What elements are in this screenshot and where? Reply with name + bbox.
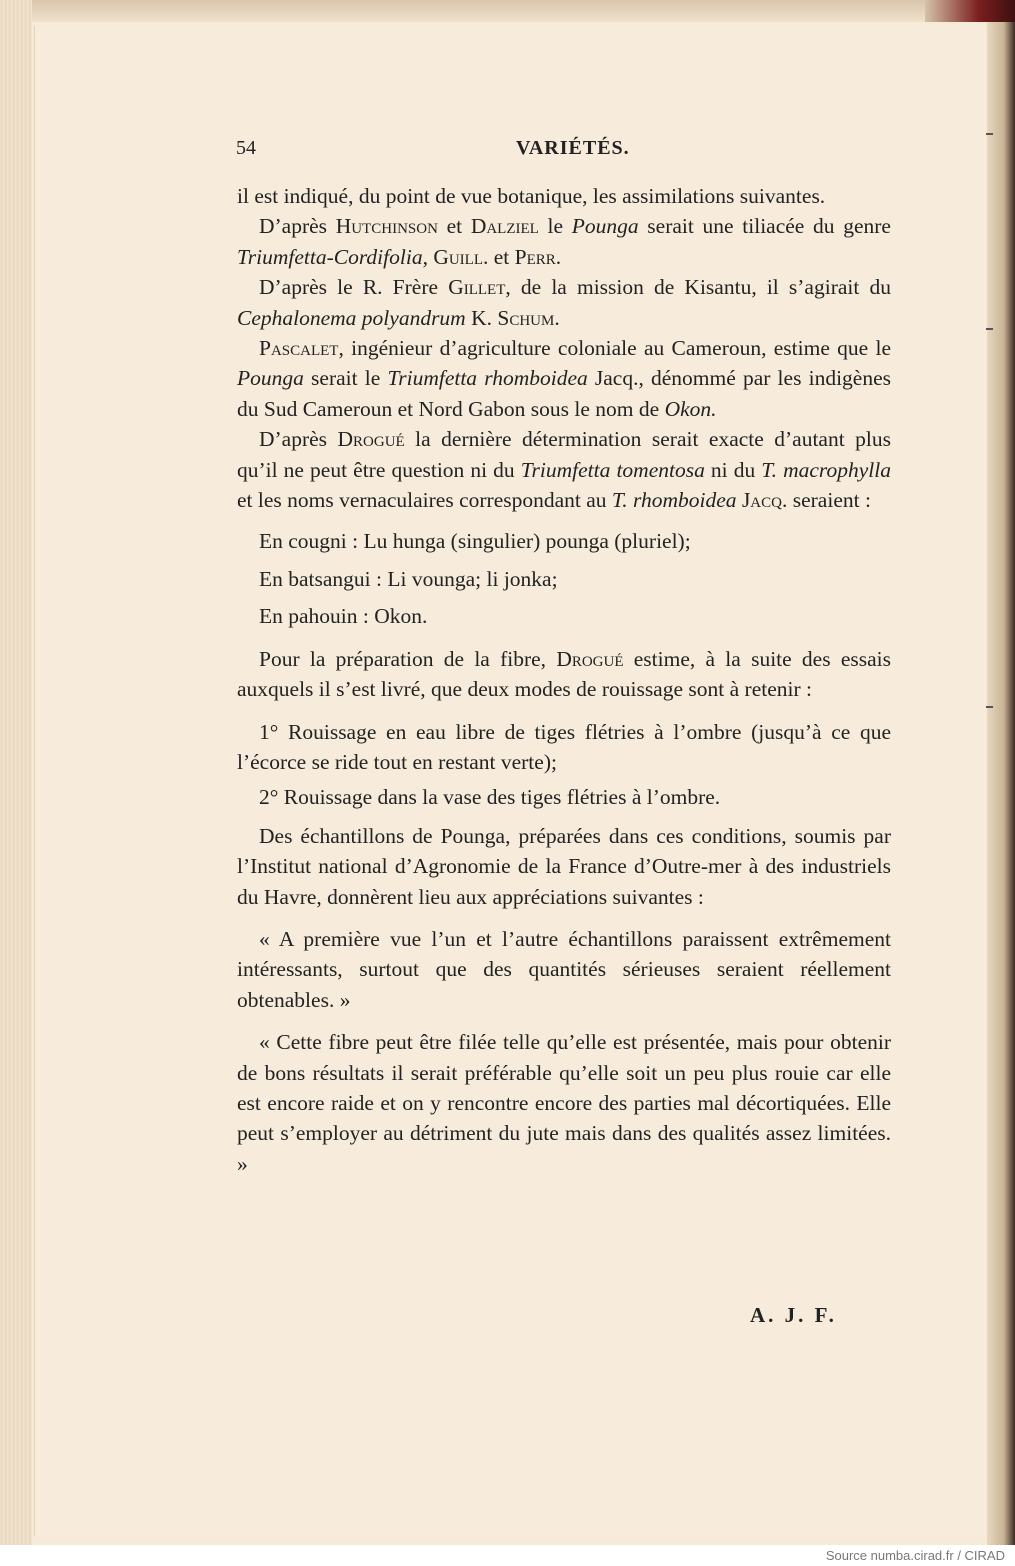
source-credit: Source numba.cirad.fr / CIRAD bbox=[825, 1548, 1005, 1563]
paragraph-preparation: Pour la préparation de la fibre, Drogué estime, à la suite des essais auxquels il s’est livré, que deux modes de rouissage sont à retenir : bbox=[237, 646, 892, 702]
running-head bbox=[236, 137, 630, 167]
author-name: Hutchinson bbox=[335, 214, 438, 239]
species-name: Triumfetta tomentosa bbox=[520, 457, 705, 482]
article-body bbox=[237, 181, 891, 1179]
section-title: VARIÉTÉS. bbox=[516, 137, 630, 159]
species-name: T. macrophylla bbox=[761, 457, 891, 482]
quote-second: « Cette fibre peut être filée telle qu’elle est présentée, mais pour obtenir de bons résultats il serait préférable qu’elle soit un peu plus rouie car elle est encore raide et on y rencontre encore des parties mal décortiquées. Elle peut s’employer au détriment du jute mais dans des qualités assez limitées. » bbox=[237, 1030, 891, 1176]
book-binding bbox=[987, 0, 1015, 1545]
author-name: Dalziel bbox=[470, 214, 539, 239]
paragraph-samples: Des échantillons de Pounga, préparées dans ces conditions, soumis par l’Institut national d’Agronomie de la France d’Outre-mer à des industriels du Havre, donnèrent lieu aux appréciations suivantes : bbox=[237, 823, 891, 909]
margin-mark bbox=[986, 706, 993, 708]
paragraph-hutchinson: D’après Hutchinson et Dalziel le Pounga serait une tiliacée du genre Triumfetta-Cordifolia, Guill. et Perr. bbox=[237, 214, 891, 269]
author-name: Jacq. bbox=[741, 488, 788, 513]
vernacular-name-line: En pahouin : Okon. bbox=[259, 604, 428, 629]
book-cover-corner bbox=[925, 0, 1015, 22]
retting-mode-1: 1° Rouissage en eau libre de tiges flétries à l’ombre (jusqu’à ce que l’écorce se ride tout en restant verte); bbox=[237, 719, 891, 774]
species-name: Pounga bbox=[237, 366, 304, 391]
species-name: Triumfetta rhomboidea bbox=[387, 366, 588, 391]
author-name: Perr. bbox=[514, 244, 562, 269]
retting-mode-2: 2° Rouissage dans la vase des tiges flétries à l’ombre. bbox=[259, 785, 721, 810]
margin-mark bbox=[986, 328, 993, 330]
author-name: Schum. bbox=[497, 305, 560, 330]
paragraph-drogue: D’après Drogué la dernière détermination serait exacte d’autant plus qu’il ne peut être question ni du Triumfetta tomentosa ni du T. macrophylla et les noms vernaculaires correspondant au T. rhomboidea Jacq. seraient : bbox=[237, 427, 891, 513]
paragraph-intro: il est indiqué, du point de vue botanique, les assimilations suivantes. bbox=[237, 184, 826, 208]
paragraph-pascalet: Pascalet, ingénieur d’agriculture coloniale au Cameroun, estime que le Pounga serait le Triumfetta rhomboidea Jacq., dénommé par les indigènes du Sud Cameroun et Nord Gabon sous le nom de Okon. bbox=[237, 336, 891, 421]
author-name: Drogué bbox=[556, 646, 624, 671]
author-name: Guill. bbox=[433, 244, 489, 269]
author-name: Gillet bbox=[448, 275, 506, 300]
quote-first: « A première vue l’un et l’autre échantillons paraissent extrêmement intéressants, surtout que des quantités sérieuses seraient réellement obtenables. » bbox=[237, 926, 891, 1012]
vernacular-name-line: En cougni : Lu hunga (singulier) pounga (pluriel); bbox=[259, 529, 691, 554]
author-name: Drogué bbox=[337, 427, 405, 452]
author-name: Pascalet bbox=[259, 336, 339, 361]
page-number: 54 bbox=[236, 137, 256, 159]
species-name: Pounga bbox=[571, 214, 639, 239]
species-name: T. rhomboidea bbox=[611, 488, 737, 513]
paragraph-gillet: D’après le R. Frère Gillet, de la mission de Kisantu, il s’agirait du Cephalonema polyandrum K. Schum. bbox=[237, 275, 891, 330]
species-name: Cephalonema polyandrum bbox=[237, 305, 466, 330]
book-top-edge bbox=[0, 0, 1015, 22]
book-page-edges bbox=[0, 0, 32, 1545]
species-name: Okon. bbox=[664, 396, 717, 421]
vernacular-name-line: En batsangui : Li vounga; li jonka; bbox=[259, 566, 558, 591]
species-name: Triumfetta-Cordifolia bbox=[237, 244, 423, 269]
margin-mark bbox=[986, 133, 993, 135]
author-signature: A. J. F. bbox=[750, 1303, 837, 1327]
